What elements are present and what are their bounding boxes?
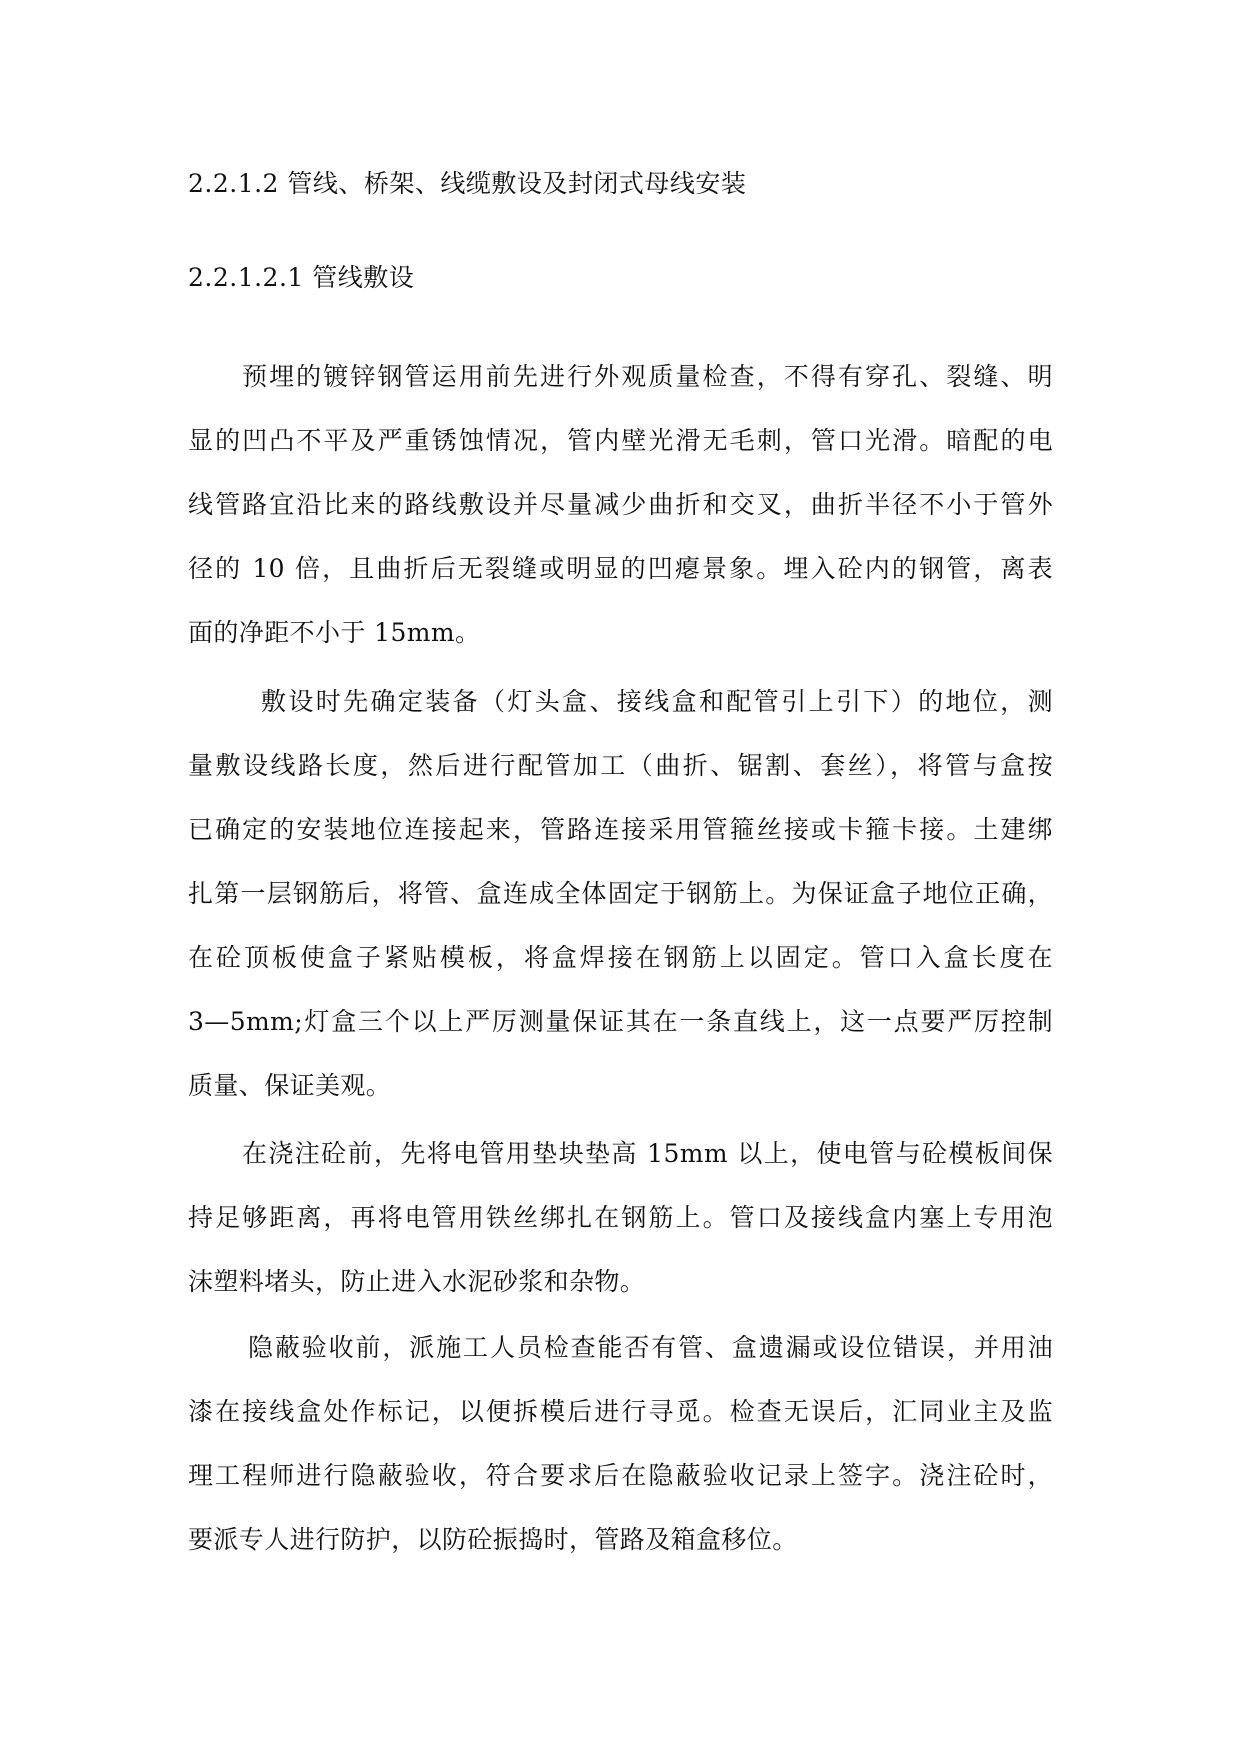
paragraph-line: 径的 10 倍，且曲折后无裂缝或明显的凹瘪景象。埋入砼内的钢管，离表 xyxy=(188,554,1053,583)
paragraph-line: 理工程师进行隐蔽验收，符合要求后在隐蔽验收记录上签字。浇注砼时， xyxy=(188,1461,1053,1490)
paragraph-line: 要派专人进行防护，以防砼振捣时，管路及箱盒移位。 xyxy=(188,1525,798,1554)
paragraph-pouring-prep xyxy=(188,1122,1053,1314)
paragraph-line: 预埋的镀锌钢管运用前先进行外观质量检查，不得有穿孔、裂缝、明 xyxy=(242,362,1053,391)
paragraph-line: 在砼顶板使盒子紧贴模板，将盒焊接在钢筋上以固定。管口入盒长度在 xyxy=(188,943,1053,972)
paragraph-line: 持足够距离，再将电管用铁丝绑扎在钢筋上。管口及接线盒内塞上专用泡 xyxy=(188,1203,1053,1232)
paragraph-line: 隐蔽验收前，派施工人员检查能否有管、盒遗漏或设位错误，并用油 xyxy=(248,1333,1053,1362)
paragraph-line: 漆在接线盒处作标记，以便拆模后进行寻觅。检查无误后，汇同业主及监 xyxy=(188,1397,1053,1426)
paragraph-pipe-inspection xyxy=(188,345,1053,665)
paragraph-line: 沫塑料堵头，防止进入水泥砂浆和杂物。 xyxy=(188,1267,646,1296)
paragraph-laying-procedure xyxy=(188,670,1053,1118)
paragraph-line: 扎第一层钢筋后，将管、盒连成全体固定于钢筋上。为保证盒子地位正确， xyxy=(188,879,1053,908)
subsection-heading: 2.2.1.2.1 管线敷设 xyxy=(188,263,415,292)
paragraph-concealed-acceptance xyxy=(188,1316,1053,1572)
paragraph-line: 3—5mm;灯盒三个以上严厉测量保证其在一条直线上，这一点要严厉控制 xyxy=(188,1007,1053,1036)
section-heading: 2.2.1.2 管线、桥架、线缆敷设及封闭式母线安装 xyxy=(188,169,747,198)
paragraph-line: 在浇注砼前，先将电管用垫块垫高 15mm 以上，使电管与砼模板间保 xyxy=(242,1139,1053,1168)
paragraph-line: 量敷设线路长度，然后进行配管加工（曲折、锯割、套丝），将管与盒按 xyxy=(188,751,1053,780)
paragraph-line: 面的净距不小于 15mm。 xyxy=(188,618,481,647)
paragraph-line: 已确定的安装地位连接起来，管路连接采用管箍丝接或卡箍卡接。土建绑 xyxy=(188,815,1053,844)
paragraph-line: 敷设时先确定装备（灯头盒、接线盒和配管引上引下）的地位，测 xyxy=(261,687,1053,716)
paragraph-line: 显的凹凸不平及严重锈蚀情况，管内壁光滑无毛刺，管口光滑。暗配的电 xyxy=(188,426,1053,455)
paragraph-line: 线管路宜沿比来的路线敷设并尽量减少曲折和交叉，曲折半径不小于管外 xyxy=(188,490,1053,519)
paragraph-line: 质量、保证美观。 xyxy=(188,1071,392,1100)
